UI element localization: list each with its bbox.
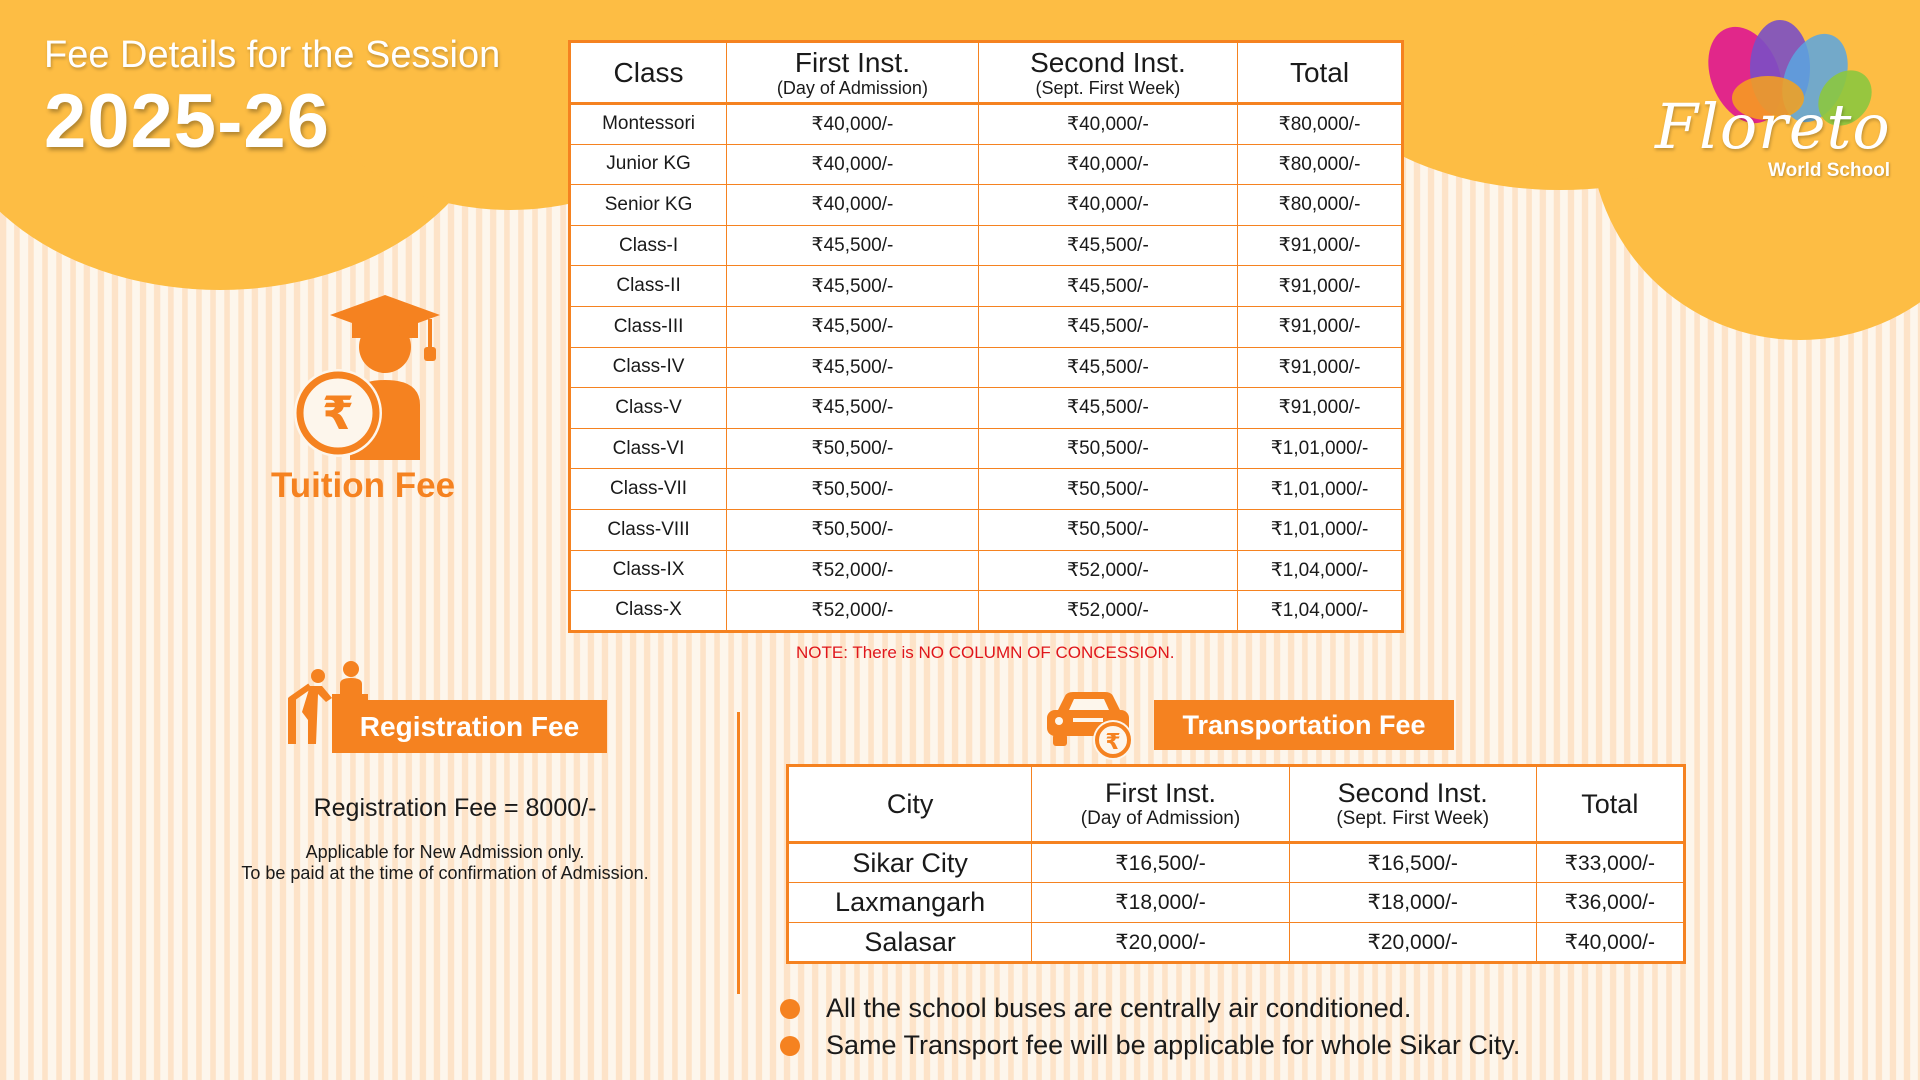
row-label-cell: Class-I (570, 225, 727, 266)
fee-cell: ₹16,500/- (1289, 843, 1536, 883)
fee-cell: ₹1,04,000/- (1238, 591, 1403, 632)
table-row (570, 185, 1403, 226)
fee-cell: ₹18,000/- (1032, 883, 1290, 923)
registration-note-line-2: To be paid at the time of confirmation of Admission. (241, 862, 649, 883)
fee-cell: ₹45,500/- (727, 388, 979, 429)
fee-cell: ₹80,000/- (1238, 104, 1403, 145)
fee-cell: ₹45,500/- (978, 266, 1237, 307)
registration-fee-badge: Registration Fee (332, 700, 607, 753)
fee-cell: ₹50,500/- (978, 509, 1237, 550)
column-header (1289, 766, 1536, 843)
fee-cell: ₹52,000/- (978, 550, 1237, 591)
column-header (1238, 42, 1403, 104)
column-header (978, 42, 1237, 104)
fee-cell: ₹45,500/- (727, 347, 979, 388)
table-header-row (788, 766, 1685, 843)
fee-cell: ₹36,000/- (1536, 883, 1684, 923)
tuition-fee-table-body (570, 104, 1403, 632)
session-subtitle: Fee Details for the Session (44, 34, 501, 76)
section-divider (737, 712, 740, 994)
table-row (570, 104, 1403, 145)
fee-cell: ₹1,01,000/- (1238, 469, 1403, 510)
bullet-dot-icon (780, 1036, 800, 1056)
row-label-cell: Class-VI (570, 428, 727, 469)
fee-cell: ₹1,01,000/- (1238, 428, 1403, 469)
table-row (570, 428, 1403, 469)
fee-cell: ₹18,000/- (1289, 883, 1536, 923)
row-label-cell: Class-V (570, 388, 727, 429)
fee-cell: ₹91,000/- (1238, 266, 1403, 307)
graduate-rupee-icon (290, 295, 460, 460)
fee-cell: ₹45,500/- (727, 266, 979, 307)
fee-cell: ₹40,000/- (1536, 923, 1684, 963)
fee-cell: ₹45,500/- (978, 306, 1237, 347)
table-row (570, 347, 1403, 388)
fee-cell: ₹20,000/- (1032, 923, 1290, 963)
fee-cell: ₹80,000/- (1238, 144, 1403, 185)
row-label-cell: Sikar City (788, 843, 1032, 883)
fee-cell: ₹40,000/- (727, 104, 979, 145)
column-header (1032, 766, 1290, 843)
column-header (1536, 766, 1684, 843)
fee-cell: ₹52,000/- (978, 591, 1237, 632)
column-header-label: Total (1581, 788, 1639, 819)
car-rupee-icon (1043, 690, 1135, 760)
row-label-cell: Class-X (570, 591, 727, 632)
table-row (570, 266, 1403, 307)
table-row (788, 883, 1685, 923)
fee-cell: ₹50,500/- (727, 469, 979, 510)
table-row (570, 550, 1403, 591)
fee-cell: ₹40,000/- (978, 185, 1237, 226)
column-header-label: City (886, 788, 934, 819)
column-header-label: Second Inst. (1030, 46, 1186, 78)
bullet-text: All the school buses are centrally air conditioned. (826, 993, 1412, 1023)
fee-cell: ₹16,500/- (1032, 843, 1290, 883)
column-header-label: First Inst. (1104, 778, 1216, 808)
fee-cell: ₹91,000/- (1238, 388, 1403, 429)
row-label-cell: Class-III (570, 306, 727, 347)
column-header-sublabel: (Day of Admission) (1080, 808, 1241, 829)
table-row (570, 306, 1403, 347)
row-label-cell: Class-IV (570, 347, 727, 388)
registration-fee-amount: Registration Fee = 8000/- (313, 794, 597, 822)
table-row (788, 843, 1685, 883)
fee-cell: ₹45,500/- (727, 225, 979, 266)
table-row (570, 591, 1403, 632)
column-header (570, 42, 727, 104)
school-logo-tagline: World School (1768, 160, 1891, 181)
fee-cell: ₹40,000/- (727, 185, 979, 226)
fee-cell: ₹45,500/- (978, 225, 1237, 266)
transportation-fee-table-body (788, 843, 1685, 963)
row-label-cell: Salasar (788, 923, 1032, 963)
fee-cell: ₹91,000/- (1238, 347, 1403, 388)
registration-fee-note (210, 842, 680, 883)
fee-cell: ₹91,000/- (1238, 225, 1403, 266)
table-row (570, 509, 1403, 550)
transportation-fee-badge: Transportation Fee (1154, 700, 1454, 750)
fee-cell: ₹33,000/- (1536, 843, 1684, 883)
fee-cell: ₹45,500/- (978, 388, 1237, 429)
column-header-label: First Inst. (794, 46, 910, 78)
svg-text:₹: ₹ (321, 386, 355, 440)
fee-cell: ₹52,000/- (727, 550, 979, 591)
fee-cell: ₹91,000/- (1238, 306, 1403, 347)
row-label-cell: Junior KG (570, 144, 727, 185)
column-header-sublabel: (Day of Admission) (776, 77, 928, 98)
transport-notes (780, 990, 1520, 1064)
transportation-fee-table (786, 764, 1686, 964)
table-header-row (570, 42, 1403, 104)
row-label-cell: Class-IX (570, 550, 727, 591)
fee-cell: ₹52,000/- (727, 591, 979, 632)
fee-cell: ₹50,500/- (727, 428, 979, 469)
svg-text:₹: ₹ (1105, 730, 1121, 755)
table-row (570, 144, 1403, 185)
fee-cell: ₹40,000/- (727, 144, 979, 185)
list-item (780, 1027, 1520, 1064)
registration-note-line-1: Applicable for New Admission only. (305, 842, 585, 862)
fee-cell: ₹20,000/- (1289, 923, 1536, 963)
table-row (570, 225, 1403, 266)
fee-cell: ₹50,500/- (978, 469, 1237, 510)
fee-cell: ₹50,500/- (978, 428, 1237, 469)
fee-cell: ₹45,500/- (978, 347, 1237, 388)
row-label-cell: Senior KG (570, 185, 727, 226)
column-header-label: Class (613, 56, 684, 88)
school-logo-name: Floreto (1655, 90, 1891, 163)
bullet-text: Same Transport fee will be applicable for whole Sikar City. (826, 1030, 1521, 1060)
tuition-fee-label: Tuition Fee (271, 466, 456, 505)
row-label-cell: Class-VII (570, 469, 727, 510)
fee-cell: ₹40,000/- (978, 104, 1237, 145)
table-row (788, 923, 1685, 963)
column-header-label: Second Inst. (1337, 778, 1488, 808)
column-header (727, 42, 979, 104)
fee-cell: ₹50,500/- (727, 509, 979, 550)
fee-cell: ₹80,000/- (1238, 185, 1403, 226)
fee-cell: ₹1,01,000/- (1238, 509, 1403, 550)
fee-cell: ₹1,04,000/- (1238, 550, 1403, 591)
fee-cell: ₹40,000/- (978, 144, 1237, 185)
table-row (570, 388, 1403, 429)
list-item (780, 990, 1520, 1027)
row-label-cell: Montessori (570, 104, 727, 145)
column-header (788, 766, 1032, 843)
fee-cell: ₹45,500/- (727, 306, 979, 347)
row-label-cell: Class-VIII (570, 509, 727, 550)
concession-note: NOTE: There is NO COLUMN OF CONCESSION. (796, 643, 1175, 662)
column-header-label: Total (1289, 56, 1350, 88)
tuition-fee-table (568, 40, 1404, 633)
table-row (570, 469, 1403, 510)
column-header-sublabel: (Sept. First Week) (1336, 808, 1490, 829)
column-header-sublabel: (Sept. First Week) (1035, 77, 1181, 98)
session-year: 2025-26 (44, 79, 330, 164)
row-label-cell: Laxmangarh (788, 883, 1032, 923)
row-label-cell: Class-II (570, 266, 727, 307)
bullet-dot-icon (780, 999, 800, 1019)
